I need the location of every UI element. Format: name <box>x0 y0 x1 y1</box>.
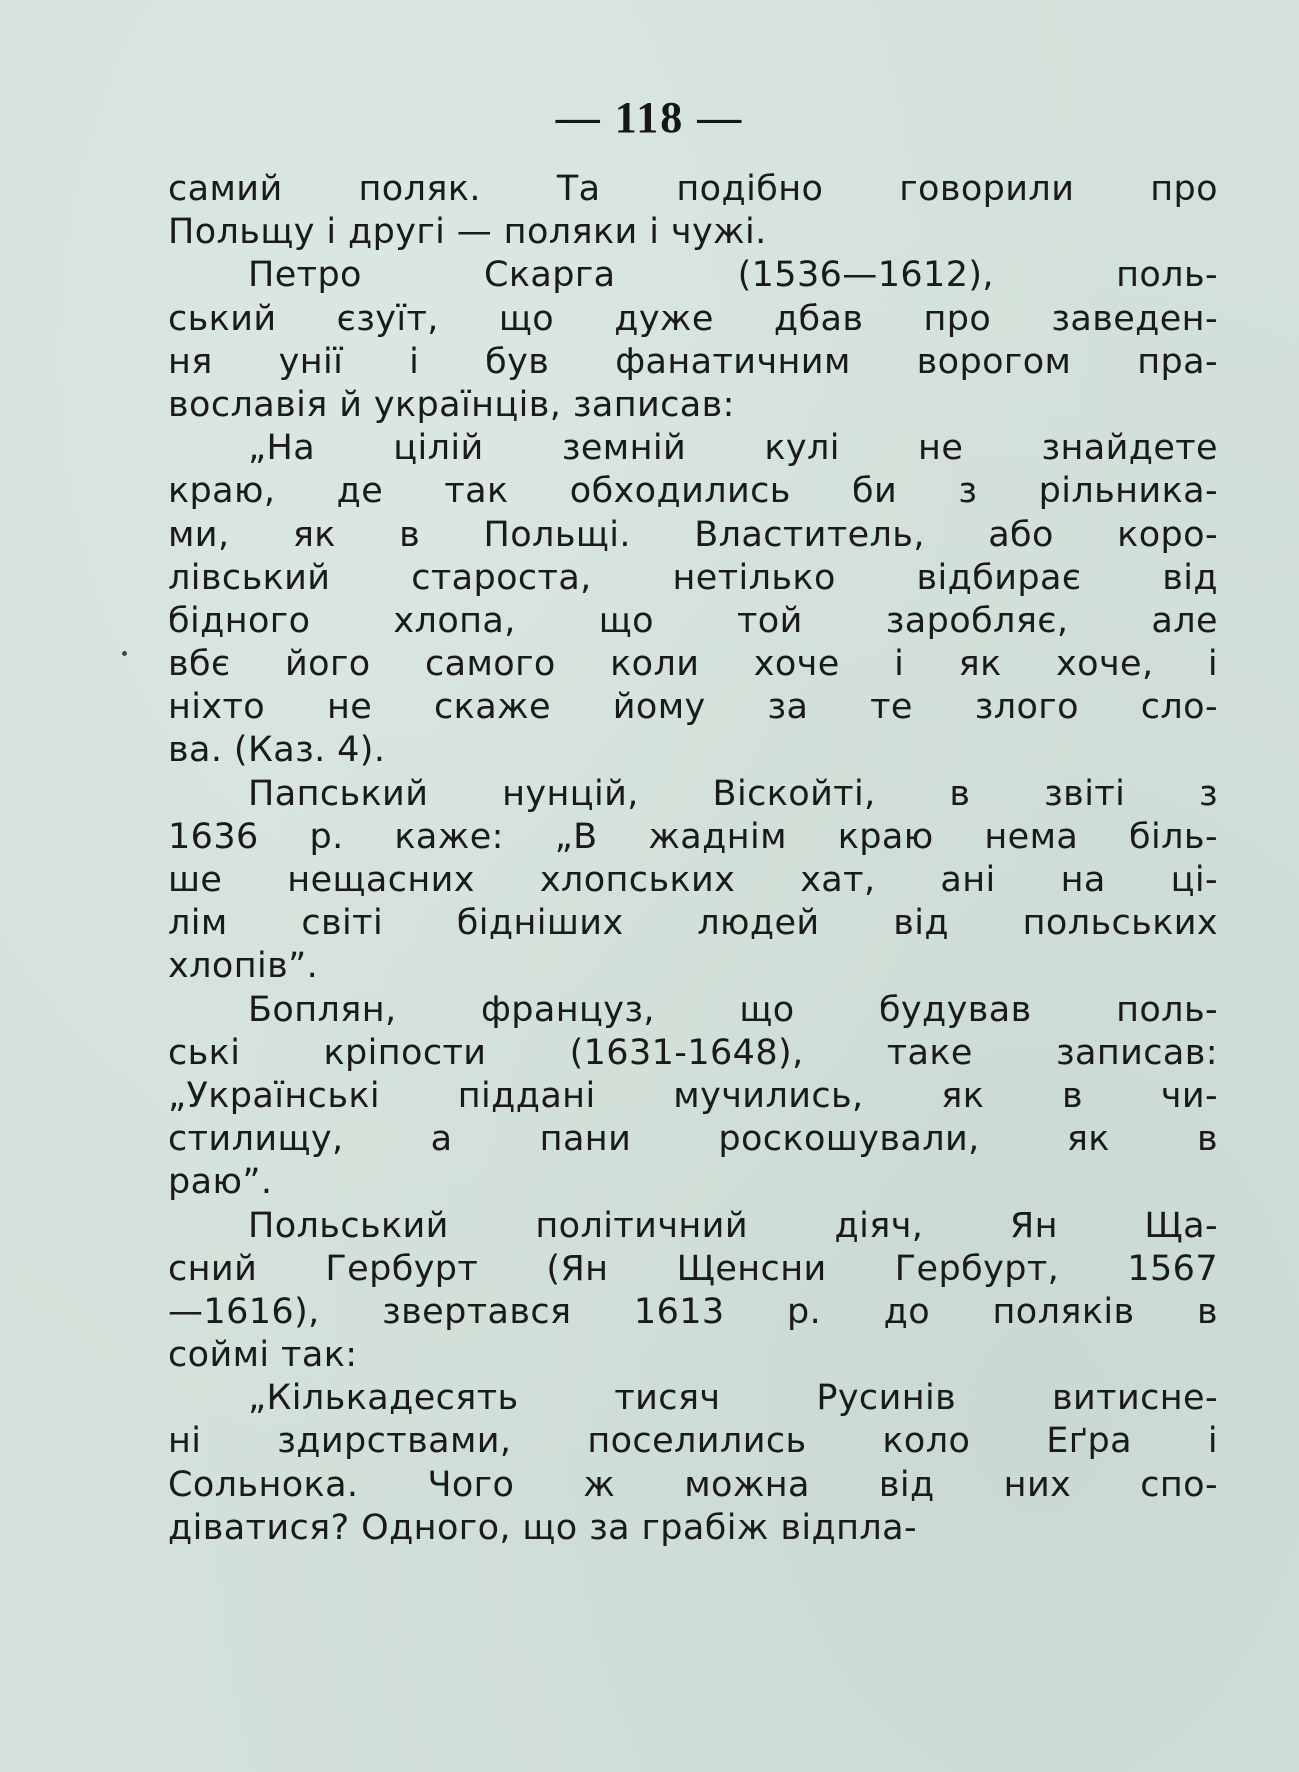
text-line: ський єзуїт, що дуже дбав про заведен- <box>168 298 1218 339</box>
text-line: краю, де так обходились би з рільника- <box>168 471 1218 512</box>
paragraph <box>168 1205 1218 1378</box>
text-line: ва. (Каз. 4). <box>168 730 386 771</box>
text-line: „Українські піддані мучились, як в чи- <box>168 1075 1218 1116</box>
text-line: раю”. <box>168 1162 273 1203</box>
body-text <box>168 168 1218 1550</box>
text-line: ми, як в Польщі. Властитель, або коро- <box>168 514 1218 555</box>
text-line: хлопів”. <box>168 946 319 987</box>
text-line: Петро Скарга (1536—1612), поль- <box>248 255 1218 296</box>
text-line: „Кількадесять тисяч Русинів витисне- <box>248 1378 1218 1419</box>
print-speck <box>122 651 127 656</box>
text-line: Папський нунцій, Віскойті, в звіті з <box>248 773 1218 814</box>
paragraph <box>168 168 1218 254</box>
paragraph <box>168 427 1218 773</box>
text-line: бідного хлопа, що той заробляє, але <box>168 600 1218 641</box>
text-line: діватися? Одного, що за грабіж відпла- <box>168 1507 918 1548</box>
paragraph <box>168 254 1218 427</box>
text-line: „На цілій земній кулі не знайдете <box>248 428 1218 469</box>
text-line: Польський політичний діяч, Ян Ща- <box>248 1205 1218 1246</box>
text-line: ні здирствами, поселились коло Еґра і <box>168 1421 1218 1462</box>
text-line: стилищу, а пани роскошували, як в <box>168 1119 1218 1160</box>
text-line: лівський староста, нетілько відбирає від <box>168 557 1218 598</box>
text-line: ше нещасних хлопських хат, ані на ці- <box>168 860 1218 900</box>
page-number: — 118 — <box>555 93 744 142</box>
text-line: 1636 р. каже: „В жаднім краю нема біль- <box>168 816 1218 857</box>
text-line: ніхто не скаже йому за те злого сло- <box>168 687 1218 728</box>
text-line: сний Гербурт (Ян Щенсни Гербурт, 1567 <box>168 1248 1218 1289</box>
text-line: вбє його самого коли хоче і як хоче, і <box>168 644 1218 685</box>
text-line: самий поляк. Та подібно говорили про <box>168 169 1218 209</box>
text-line: ня унії і був фанатичним ворогом пра- <box>168 341 1218 382</box>
text-line: лім світі бідніших людей від польських <box>168 903 1218 944</box>
text-line: ські кріпости (1631-1648), таке записав: <box>168 1032 1218 1073</box>
paragraph <box>168 1377 1218 1550</box>
text-line: вославія й українців, записав: <box>168 384 735 425</box>
text-line: Польщу і другі — поляки і чужі. <box>168 212 767 253</box>
text-line: Боплян, француз, що будував поль- <box>248 989 1218 1030</box>
paragraph <box>168 773 1218 989</box>
text-line: соймі так: <box>168 1335 358 1376</box>
paragraph <box>168 989 1218 1205</box>
text-line: —1616), звертався 1613 р. до поляків в <box>168 1291 1218 1332</box>
text-line: Сольнока. Чого ж можна від них спо- <box>168 1464 1218 1505</box>
